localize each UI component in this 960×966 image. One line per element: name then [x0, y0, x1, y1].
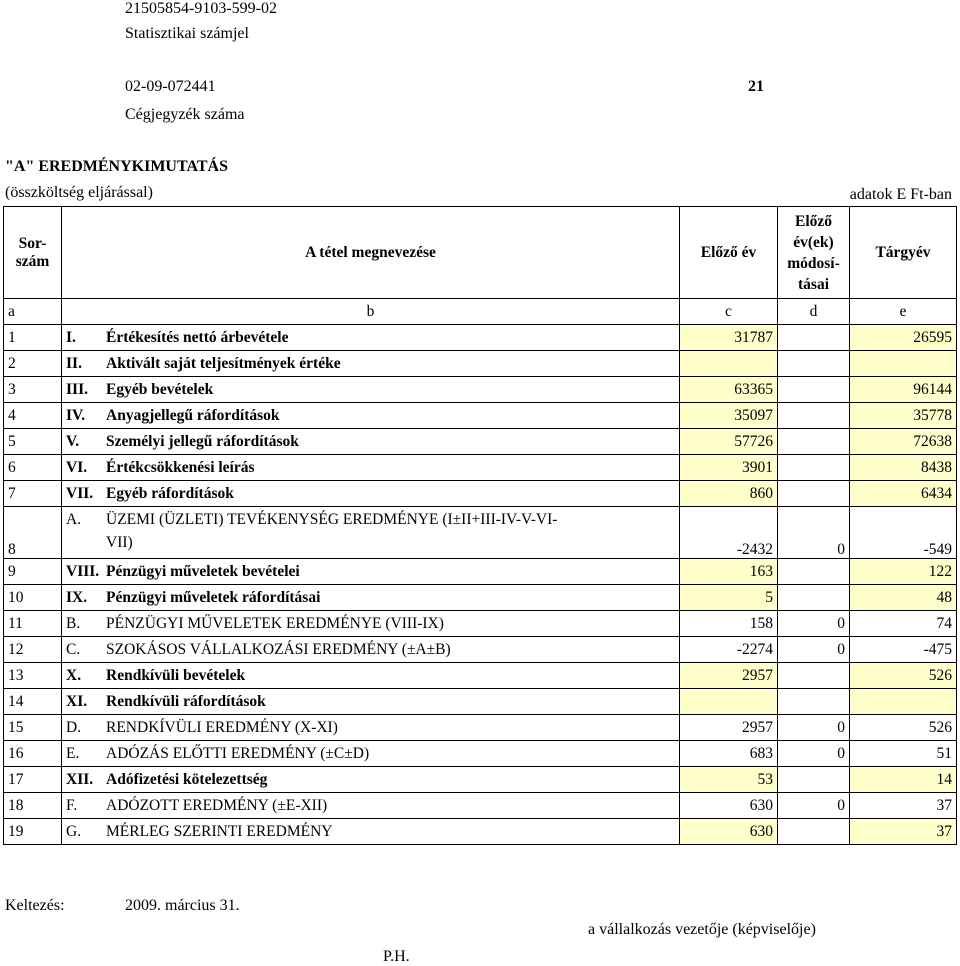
row-value-adj [778, 767, 850, 793]
table-row [4, 819, 957, 845]
table-row [4, 403, 957, 429]
row-value-prev: 163 [680, 559, 778, 585]
stat-label: Statisztikai számjel [125, 25, 249, 42]
row-item [62, 507, 680, 559]
letter-row [4, 299, 957, 325]
row-label: II. [66, 355, 82, 372]
row-text: ADÓZOTT EREDMÉNY (±E-XII) [106, 797, 328, 814]
signer-label: a vállalkozás vezetője (képviselője) [588, 921, 816, 938]
row-label: XI. [66, 693, 88, 710]
row-value-adj [778, 377, 850, 403]
row-value-prev [680, 351, 778, 377]
row-number: 11 [4, 611, 62, 637]
col-header-adj [778, 207, 850, 299]
row-value-curr: 37 [850, 819, 957, 845]
row-text: Egyéb ráfordítások [106, 485, 234, 502]
reg-label: Cégjegyzék száma [125, 106, 245, 123]
letter-b: b [62, 299, 680, 325]
row-number: 17 [4, 767, 62, 793]
row-value-prev: 31787 [680, 325, 778, 351]
row-number: 18 [4, 793, 62, 819]
table-row [4, 429, 957, 455]
row-text: Értékesítés nettó árbevétele [106, 329, 289, 346]
row-text: Anyagjellegű ráfordítások [106, 407, 280, 424]
stamp-label: P.H. [383, 948, 410, 965]
col-header-name: A tétel megnevezése [62, 207, 680, 299]
row-label: A. [66, 511, 82, 528]
row-text: Aktivált saját teljesítmények értéke [106, 355, 341, 372]
table-row [4, 507, 957, 559]
row-number: 10 [4, 585, 62, 611]
stat-code: 21505854-9103-599-02 [125, 0, 277, 17]
row-label: IV. [66, 407, 86, 424]
row-text: Pénzügyi műveletek bevételei [106, 563, 300, 580]
col-header-sor: Sor- [18, 234, 47, 252]
row-label: X. [66, 667, 82, 684]
report-subtitle: (összköltség eljárással) [5, 184, 153, 201]
row-value-curr [850, 689, 957, 715]
letter-a: a [4, 299, 62, 325]
row-value-adj [778, 325, 850, 351]
col-header-number [4, 207, 62, 299]
col-header-adj-1: Előző [794, 212, 833, 230]
row-value-curr: 72638 [850, 429, 957, 455]
row-text: PÉNZÜGYI MŰVELETEK EREDMÉNYE (VIII-IX) [106, 615, 444, 632]
row-value-prev: -2274 [680, 637, 778, 663]
col-header-adj-3: módosí- [787, 254, 840, 272]
table-row [4, 637, 957, 663]
row-value-prev: 57726 [680, 429, 778, 455]
row-number: 5 [4, 429, 62, 455]
row-label: B. [66, 615, 81, 632]
row-number: 12 [4, 637, 62, 663]
row-number: 13 [4, 663, 62, 689]
table-row [4, 611, 957, 637]
table-row [4, 585, 957, 611]
table-row [4, 715, 957, 741]
row-item [62, 455, 680, 481]
row-value-prev: 3901 [680, 455, 778, 481]
row-value-curr: 74 [850, 611, 957, 637]
row-item [62, 351, 680, 377]
row-value-adj: 0 [778, 793, 850, 819]
row-value-prev: 2957 [680, 663, 778, 689]
row-value-curr: 6434 [850, 481, 957, 507]
letter-e: e [850, 299, 957, 325]
row-value-prev: 683 [680, 741, 778, 767]
row-item [62, 481, 680, 507]
row-number: 16 [4, 741, 62, 767]
row-item [62, 585, 680, 611]
row-text: Pénzügyi műveletek ráfordításai [106, 589, 321, 606]
row-item [62, 429, 680, 455]
row-item [62, 767, 680, 793]
row-label: I. [66, 329, 76, 346]
col-header-prev: Előző év [680, 207, 778, 299]
row-item [62, 403, 680, 429]
row-value-adj [778, 559, 850, 585]
row-text: Rendkívüli bevételek [106, 667, 246, 684]
col-header-curr: Tárgyév [850, 207, 957, 299]
row-value-adj: 0 [778, 741, 850, 767]
page-number: 21 [748, 78, 764, 95]
date-value: 2009. március 31. [125, 897, 240, 914]
row-value-curr: 96144 [850, 377, 957, 403]
table-row [4, 377, 957, 403]
table-row [4, 325, 957, 351]
row-text-cont: VII) [106, 534, 133, 551]
table-row [4, 351, 957, 377]
row-value-curr: 526 [850, 715, 957, 741]
row-item [62, 715, 680, 741]
row-text: Adófizetési kötelezettség [106, 771, 268, 788]
row-value-adj [778, 351, 850, 377]
row-value-prev: -2432 [680, 507, 778, 559]
row-value-adj: 0 [778, 715, 850, 741]
row-text: ÜZEMI (ÜZLETI) TEVÉKENYSÉG EREDMÉNYE (I±II+III-IV-V-VI- [106, 511, 558, 528]
row-value-prev: 158 [680, 611, 778, 637]
row-value-prev: 630 [680, 819, 778, 845]
row-number: 3 [4, 377, 62, 403]
col-header-adj-4: tásai [798, 275, 829, 293]
row-item [62, 377, 680, 403]
row-item [62, 819, 680, 845]
row-value-prev [680, 689, 778, 715]
row-text: ADÓZÁS ELŐTTI EREDMÉNY (±C±D) [106, 745, 370, 762]
table-row [4, 767, 957, 793]
col-header-szam: szám [15, 252, 50, 270]
row-number: 1 [4, 325, 62, 351]
row-value-adj [778, 455, 850, 481]
row-value-adj [778, 663, 850, 689]
row-item [62, 741, 680, 767]
row-value-curr: 122 [850, 559, 957, 585]
row-number: 2 [4, 351, 62, 377]
row-item [62, 793, 680, 819]
row-value-adj [778, 819, 850, 845]
row-value-adj: 0 [778, 507, 850, 559]
row-number: 8 [4, 507, 62, 559]
row-label: XII. [66, 771, 94, 788]
row-label: E. [66, 745, 80, 762]
row-value-curr [850, 351, 957, 377]
row-value-adj: 0 [778, 611, 850, 637]
row-value-prev: 5 [680, 585, 778, 611]
row-value-prev: 63365 [680, 377, 778, 403]
row-text: RENDKÍVÜLI EREDMÉNY (X-XI) [106, 719, 338, 736]
row-value-prev: 35097 [680, 403, 778, 429]
row-value-curr: 48 [850, 585, 957, 611]
row-label: D. [66, 719, 82, 736]
row-number: 15 [4, 715, 62, 741]
row-number: 14 [4, 689, 62, 715]
row-value-curr: 51 [850, 741, 957, 767]
row-number: 9 [4, 559, 62, 585]
table-row [4, 689, 957, 715]
row-value-prev: 860 [680, 481, 778, 507]
row-value-prev: 53 [680, 767, 778, 793]
table-row [4, 559, 957, 585]
income-statement-table [3, 206, 957, 845]
row-text: SZOKÁSOS VÁLLALKOZÁSI EREDMÉNY (±A±B) [106, 641, 451, 658]
row-value-curr: -549 [850, 507, 957, 559]
row-value-prev: 2957 [680, 715, 778, 741]
row-value-adj: 0 [778, 637, 850, 663]
row-text: Értékcsökkenési leírás [106, 459, 255, 476]
row-item [62, 637, 680, 663]
row-item [62, 611, 680, 637]
row-number: 6 [4, 455, 62, 481]
row-item [62, 325, 680, 351]
letter-c: c [680, 299, 778, 325]
unit-note: adatok E Ft-ban [849, 186, 952, 203]
row-value-adj [778, 585, 850, 611]
table-row [4, 663, 957, 689]
table-row [4, 481, 957, 507]
row-value-curr: -475 [850, 637, 957, 663]
row-value-adj [778, 689, 850, 715]
row-text: Egyéb bevételek [106, 381, 214, 398]
row-value-adj [778, 429, 850, 455]
table-row [4, 455, 957, 481]
row-label: VIII. [66, 563, 100, 580]
header-row [4, 207, 957, 299]
row-value-curr: 26595 [850, 325, 957, 351]
row-number: 7 [4, 481, 62, 507]
row-value-curr: 526 [850, 663, 957, 689]
table-row [4, 793, 957, 819]
row-label: III. [66, 381, 88, 398]
report-title: "A" EREDMÉNYKIMUTATÁS [5, 158, 228, 175]
row-item [62, 663, 680, 689]
row-item [62, 559, 680, 585]
row-value-curr: 8438 [850, 455, 957, 481]
row-label: G. [66, 823, 82, 840]
row-label: VII. [66, 485, 94, 502]
reg-no: 02-09-072441 [125, 78, 216, 95]
row-text: Rendkívüli ráfordítások [106, 693, 266, 710]
date-label: Keltezés: [5, 897, 65, 914]
row-number: 4 [4, 403, 62, 429]
row-label: VI. [66, 459, 88, 476]
row-label: IX. [66, 589, 88, 606]
row-text: Személyi jellegű ráfordítások [106, 433, 299, 450]
row-value-curr: 35778 [850, 403, 957, 429]
row-value-curr: 14 [850, 767, 957, 793]
row-label: F. [66, 797, 78, 814]
table-row [4, 741, 957, 767]
row-value-adj [778, 403, 850, 429]
row-number: 19 [4, 819, 62, 845]
row-item [62, 689, 680, 715]
letter-d: d [778, 299, 850, 325]
row-text: MÉRLEG SZERINTI EREDMÉNY [106, 823, 333, 840]
row-value-curr: 37 [850, 793, 957, 819]
row-value-adj [778, 481, 850, 507]
row-label: V. [66, 433, 80, 450]
col-header-adj-2: év(ek) [793, 233, 834, 251]
row-label: C. [66, 641, 81, 658]
row-value-prev: 630 [680, 793, 778, 819]
